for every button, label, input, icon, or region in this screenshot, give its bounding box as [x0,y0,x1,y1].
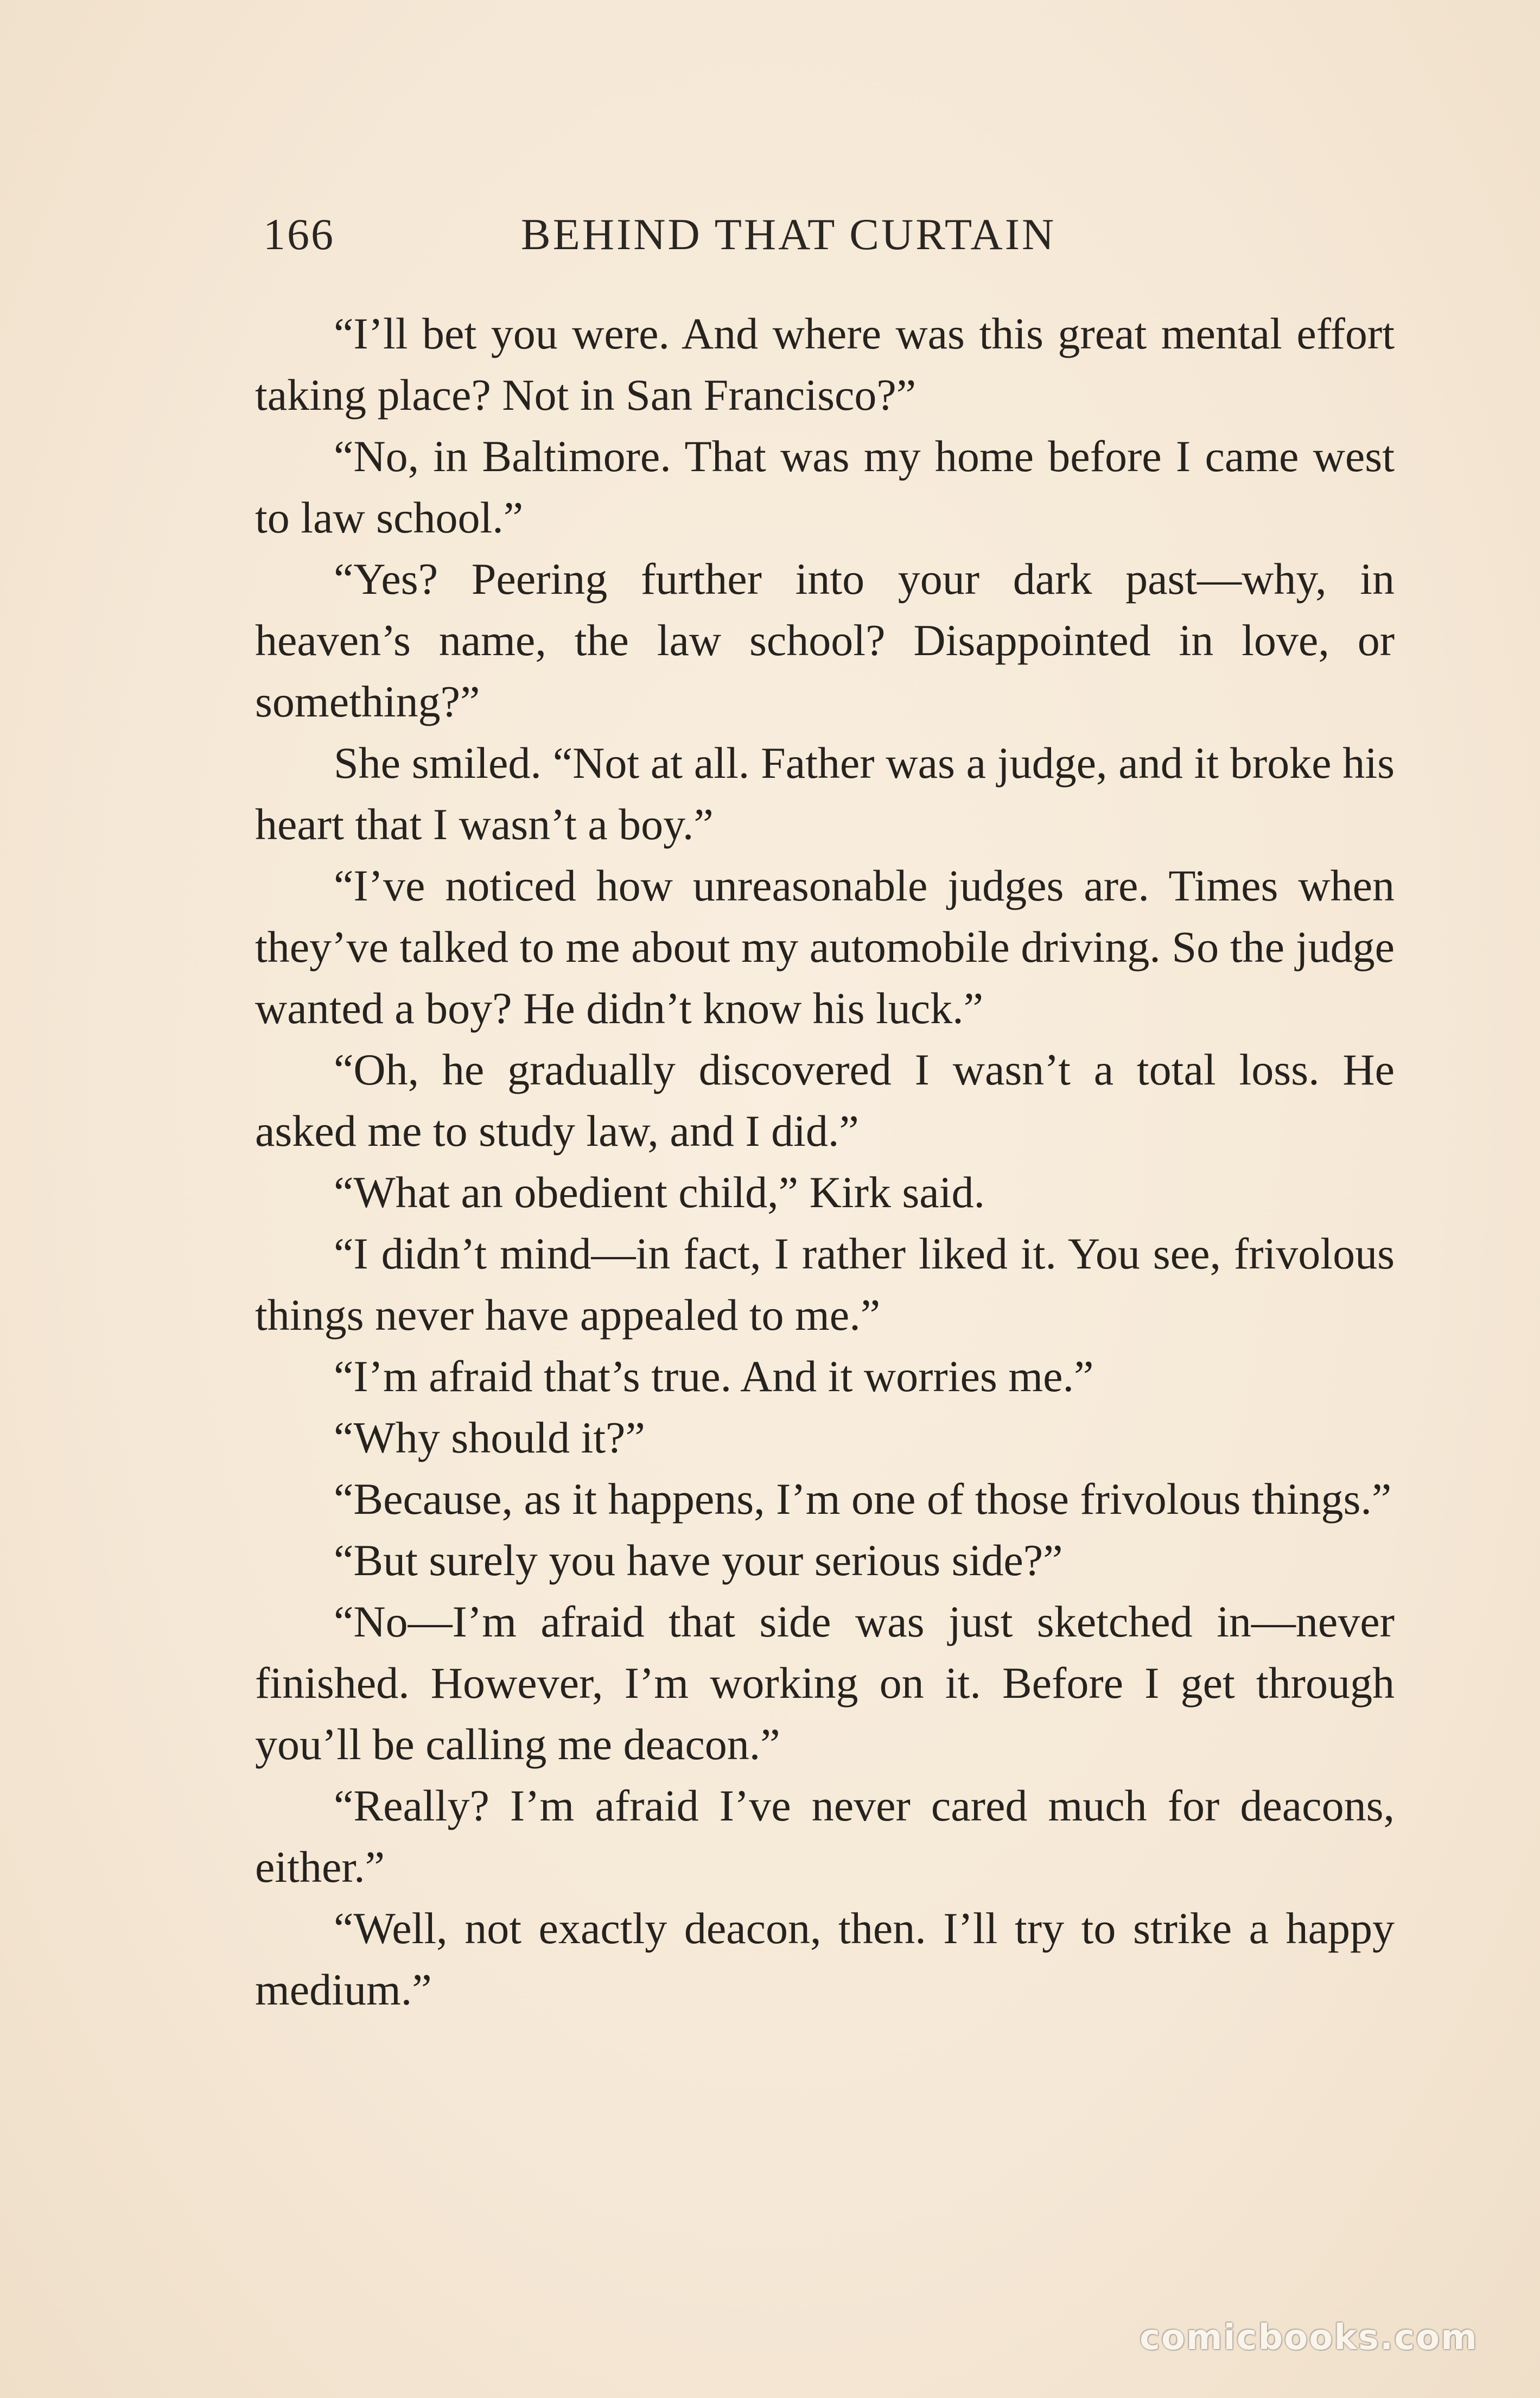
body-text [255,303,1395,2020]
paragraph: “Well, not exactly deacon, then. I’ll try to strike a happy medium.” [255,1904,1395,2014]
watermark-logo: comicbooks.com [1140,2318,1478,2358]
running-header [263,209,1142,274]
paragraph: “But surely you have your serious side?” [334,1536,1063,1585]
paragraph: “Yes? Peering further into your dark past—why, in heaven’s name, the law school? Disappointed in love, or something?” [255,554,1395,726]
paragraph: “I’ll bet you were. And where was this great mental effort taking place? Not in San Francisco?” [255,309,1395,420]
paragraph: “Really? I’m afraid I’ve never cared much for deacons, either.” [255,1781,1395,1892]
page-number: 166 [263,210,335,259]
paragraph: “Why should it?” [334,1413,645,1462]
paragraph: “What an obedient child,” Kirk said. [334,1168,985,1217]
paragraph: “No—I’m afraid that side was just sketched in—never finished. However, I’m working on it. Before I get through you’ll be calling me deacon.” [255,1597,1395,1769]
paragraph: “Because, as it happens, I’m one of those frivolous things.” [334,1474,1392,1524]
paragraph: “I didn’t mind—in fact, I rather liked it. You see, frivolous things never have appealed to me.” [255,1229,1395,1340]
paragraph: “No, in Baltimore. That was my home before I came west to law school.” [255,432,1395,542]
paragraph: “I’ve noticed how unreasonable judges are. Times when they’ve talked to me about my automobile driving. So the judge wanted a boy? He didn’t know his luck.” [255,861,1395,1033]
paragraph: She smiled. “Not at all. Father was a judge, and it broke his heart that I wasn’t a boy.” [255,738,1395,849]
paragraph: “Oh, he gradually discovered I wasn’t a total loss. He asked me to study law, and I did.” [255,1045,1395,1156]
paragraph: “I’m afraid that’s true. And it worries me.” [334,1352,1094,1401]
running-title: BEHIND THAT CURTAIN [521,210,1057,259]
